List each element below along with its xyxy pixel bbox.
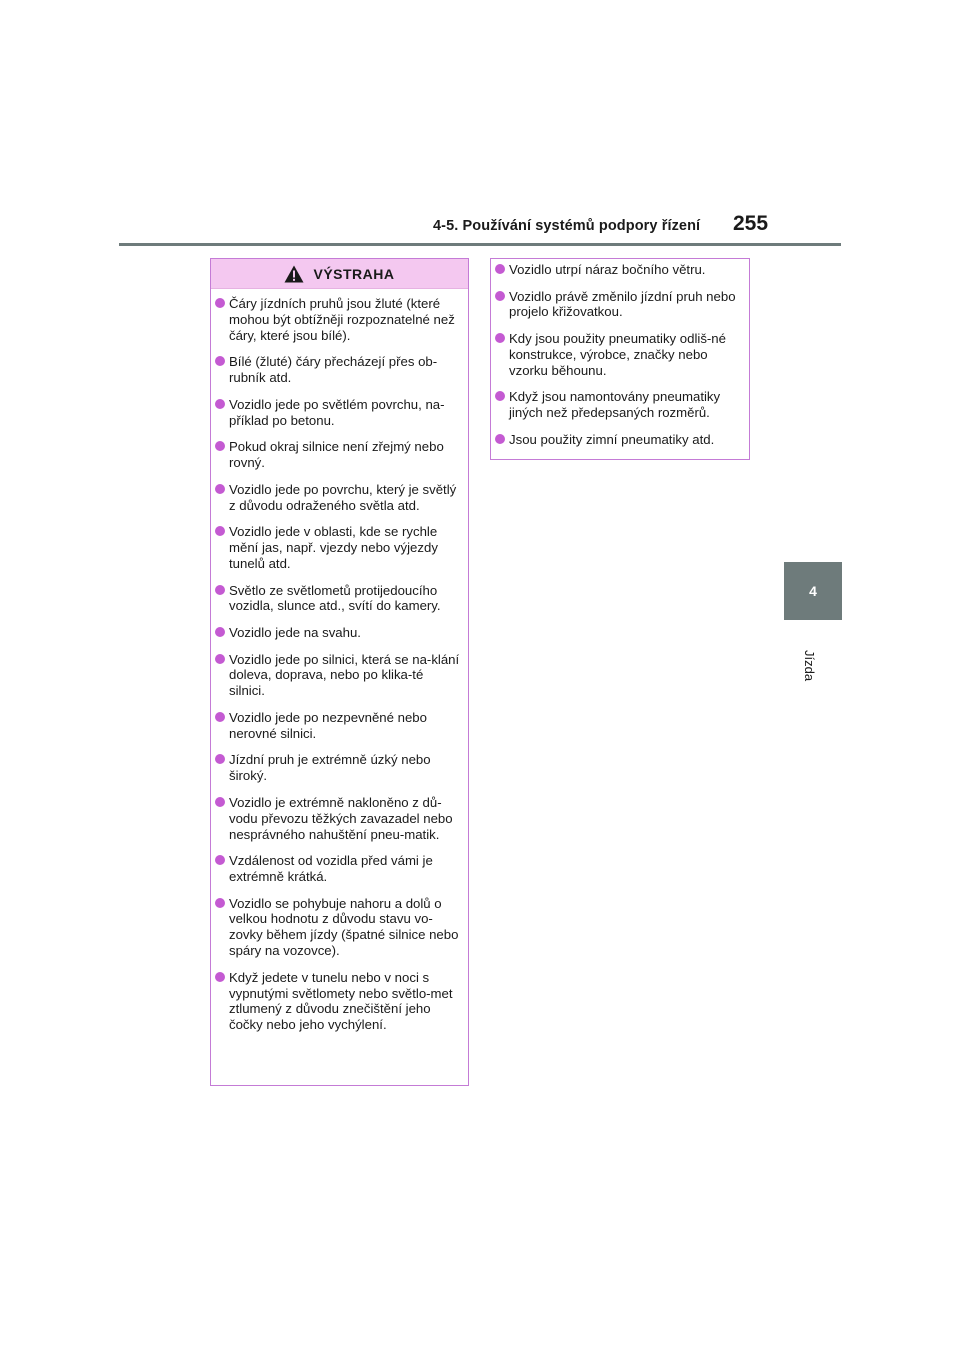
list-item-text: Vozidlo jede po nezpevněné nebo nerovné silnici.	[229, 709, 427, 741]
list-item-text: Kdy jsou použity pneumatiky odliš-né konstrukce, výrobce, značky nebo vzorku běhounu.	[509, 331, 726, 378]
list-item	[215, 397, 462, 429]
bullet-icon	[215, 754, 225, 764]
list-item	[215, 583, 462, 615]
chapter-number: 4	[809, 583, 817, 599]
list-item	[495, 262, 743, 278]
page-number: 255	[733, 212, 769, 235]
bullet-icon	[215, 972, 225, 982]
list-item-text: Vozidlo právě změnilo jízdní pruh nebo projelo křižovatkou.	[509, 288, 736, 320]
warning-list-right	[491, 259, 749, 448]
bullet-icon	[215, 654, 225, 664]
section-title: 4-5. Používání systémů podpory řízení	[433, 218, 701, 234]
bullet-icon	[215, 298, 225, 308]
list-item-text: Vozidlo jede v oblasti, kde se rychle mění jas, např. vjezdy nebo výjezdy tunelů atd.	[229, 524, 438, 571]
bullet-icon	[215, 627, 225, 637]
bullet-icon	[215, 898, 225, 908]
chapter-tab	[784, 562, 842, 620]
list-item	[495, 389, 743, 421]
list-item	[215, 710, 462, 742]
list-item-text: Čáry jízdních pruhů jsou žluté (které mohou být obtížněji rozpoznatelné než čáry, které jsou bílé).	[229, 296, 455, 343]
list-item-text: Vozidlo jede po silnici, která se na-klání doleva, doprava, nebo po klika-té silnici.	[229, 651, 460, 699]
bullet-icon	[215, 855, 225, 865]
list-item-text: Jsou použity zimní pneumatiky atd.	[509, 431, 715, 447]
list-item	[215, 752, 462, 784]
list-item-text: Jízdní pruh je extrémně úzký nebo široký.	[229, 752, 431, 784]
list-item	[495, 432, 743, 448]
bullet-icon	[215, 797, 225, 807]
list-item-text: Vozidlo jede po povrchu, který je světlý z důvodu odraženého světla atd.	[229, 481, 457, 513]
header-rule	[119, 243, 841, 246]
warning-box	[210, 258, 469, 1086]
chapter-label: Jízda	[802, 650, 817, 682]
list-item-text: Když jsou namontovány pneumatiky jiných než předepsaných rozměrů.	[509, 389, 721, 421]
list-item-text: Vzdálenost od vozidla před vámi je extrémně krátká.	[229, 853, 433, 884]
warning-title: VÝSTRAHA	[313, 265, 395, 282]
bullet-icon	[215, 526, 225, 536]
list-item	[215, 896, 462, 959]
bullet-icon	[495, 434, 505, 444]
bullet-icon	[495, 333, 505, 343]
bullet-icon	[215, 712, 225, 722]
bullet-icon	[215, 356, 225, 366]
list-item	[215, 970, 462, 1033]
list-item-text: Vozidlo se pohybuje nahoru a dolů o velkou hodnotu z důvodu stavu vo-zovky během jízdy (špatné silnice nebo spáry na vozovce).	[229, 895, 459, 959]
list-item	[495, 289, 743, 321]
list-item	[215, 853, 462, 885]
list-item-text: Světlo ze světlometů protijedoucího vozidla, slunce atd., svítí do kamery.	[229, 582, 441, 614]
list-item-text: Vozidlo jede na svahu.	[229, 624, 361, 640]
list-item	[215, 795, 462, 842]
list-item	[215, 625, 462, 641]
list-item	[495, 331, 743, 378]
list-item-text: Bílé (žluté) čáry přecházejí přes ob-rubník atd.	[229, 354, 438, 386]
bullet-icon	[215, 399, 225, 409]
bullet-icon	[495, 264, 505, 274]
list-item	[215, 439, 462, 471]
list-item	[215, 296, 462, 343]
list-item	[215, 524, 462, 571]
bullet-icon	[215, 484, 225, 494]
list-item	[215, 482, 462, 514]
list-item-text: Vozidlo utrpí náraz bočního větru.	[509, 262, 706, 277]
bullet-icon	[495, 391, 505, 401]
list-item-text: Když jedete v tunelu nebo v noci s vypnutými světlomety nebo světlo-met ztlumený z důvodu znečištění jeho čočky nebo jeho vychýlení.	[229, 969, 453, 1033]
list-item	[215, 652, 462, 699]
warning-list-left	[211, 289, 468, 1033]
warning-triangle-icon	[284, 265, 304, 283]
list-item-text: Vozidlo je extrémně nakloněno z dů-vodu převozu těžkých zavazadel nebo nesprávného nahuštění pneu-matik.	[229, 794, 453, 842]
bullet-icon	[215, 585, 225, 595]
bullet-icon	[495, 291, 505, 301]
list-item	[215, 354, 462, 386]
bullet-icon	[215, 441, 225, 451]
warning-box-continued	[490, 258, 750, 460]
warning-header	[211, 259, 468, 289]
list-item-text: Pokud okraj silnice není zřejmý nebo rovný.	[229, 439, 444, 471]
list-item-text: Vozidlo jede po světlém povrchu, na-příklad po betonu.	[229, 396, 445, 428]
